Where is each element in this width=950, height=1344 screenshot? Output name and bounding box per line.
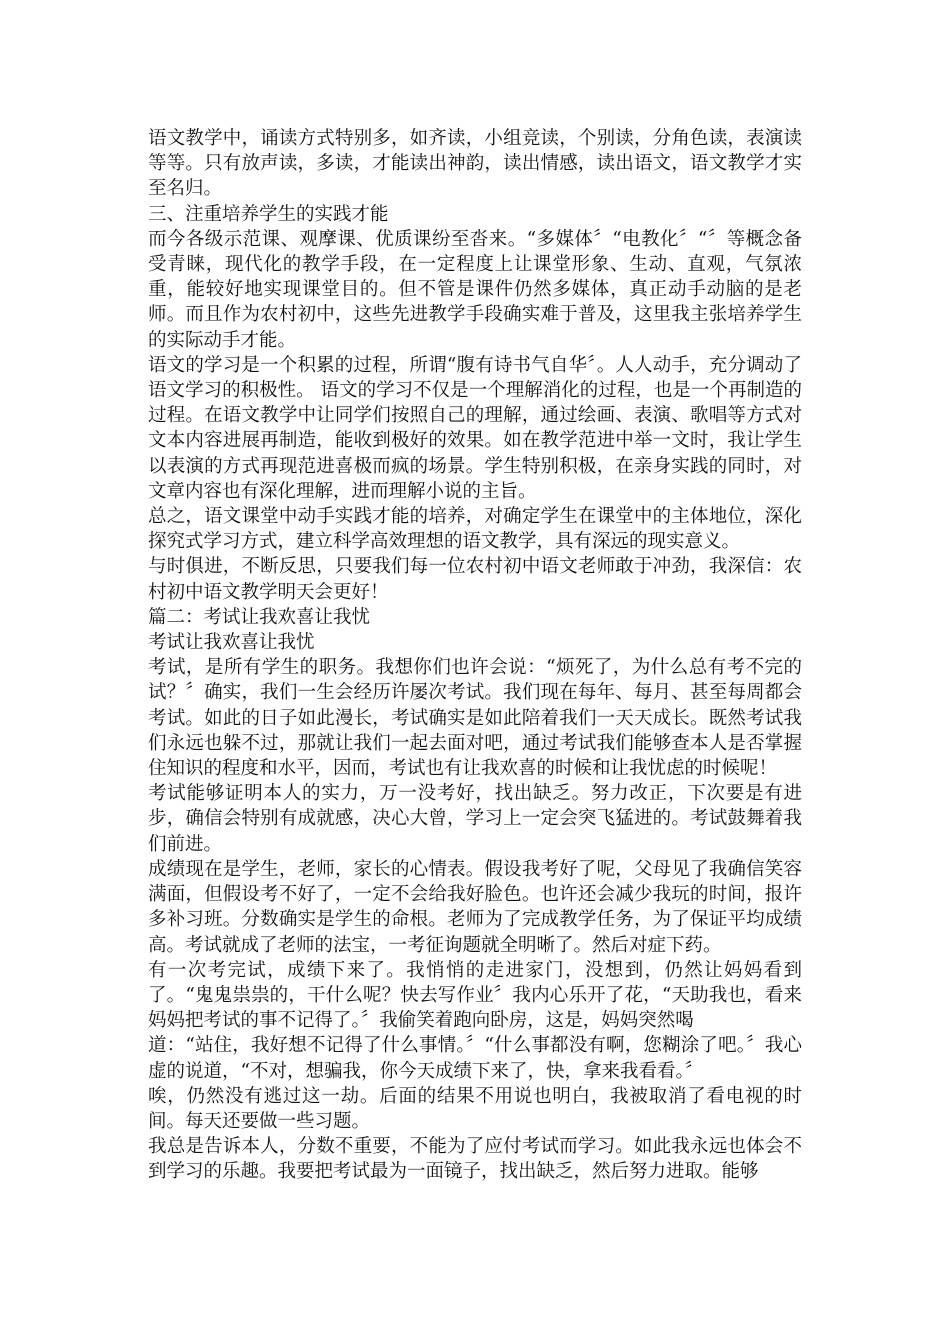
document-body <box>148 126 802 1185</box>
paragraph-exam-proves-ability: 考试能够证明本人的实力，万一没考好，找出缺乏。努力改正，下次要是有进步，确信会特别有成就感，决心大曾，学习上一定会突飞猛进的。考试鼓舞着我们前进。 <box>148 783 802 855</box>
paragraph-story: 有一次考完试，成绩下来了。我悄悄的走进家门，没想到，仍然让妈妈看到了。“鬼鬼祟祟的，干什么呢？快去写作业〞我内心乐开了花，“天助我也，看来妈妈把考试的事不记得了。〞我偷笑着跑向卧房，这是，妈妈突然喝 道：“站住，我好想不记得了什么事情。〞“什么事都没有啊，您糊涂了吧。〞我心虚的说道，“不对，想骗我，你今天成绩下来了，快，拿来我看看。〞 <box>148 959 802 1082</box>
paragraph-summary: 总之，语文课堂中动手实践才能的培养，对确定学生在课堂中的主体地位，深化探究式学习方式，建立科学高效理想的语文教学，具有深远的现实意义。 <box>148 506 802 553</box>
article-title: 考试让我欢喜让我忧 <box>148 632 315 654</box>
paragraph-accumulation: 语文的学习是一个积累的过程，所谓“腹有诗书气自华〞。人人动手，充分调动了语文学习的积极性。 语文的学习不仅是一个理解消化的过程，也是一个再制造的过程。在语文教学中让同学们按照自己的理解，通过绘画、表演、歌唱等方式对文本内容进展再制造，能收到极好的效果。如在教学范进中举一文时，我让学生以表演的方式再现范进喜极而疯的场景。学生特别积极，在亲身实践的同时，对文章内容也有深化理解，进而理解小说的主旨。 <box>148 354 802 502</box>
paragraph-multimedia: 而今各级示范课、观摩课、优质课纷至沓来。“多媒体〞“电教化〞“〞等概念备受青睐，现代化的教学手段，在一定程度上让课堂形象、生动、直观，气氛浓重，能较好地实现课堂目的。但不管是课件仍然多媒体，真正动手动脑的是老师。而且作为农村初中，这些先进教学手段确实难于普及，这里我主张培养学生的实际动手才能。 <box>148 228 802 351</box>
article-heading: 篇二：考试让我欢喜让我忧 <box>148 606 371 628</box>
section-heading-practice-ability: 三、注重培养学生的实践才能 <box>148 203 389 225</box>
paragraph-keep-pace: 与时俱进，不断反思，只要我们每一位农村初中语文老师敢于冲劲，我深信：农村初中语文教学明天会更好！ <box>148 556 802 603</box>
paragraph-no-escape: 唉，仍然没有逃过这一劫。后面的结果不用说也明白，我被取消了看电视的时间。每天还要做一些习题。 <box>148 1085 802 1132</box>
paragraph-exam-duty: 考试，是所有学生的职务。我想你们也许会说：“烦死了，为什么总有考不完的试？〞确实，我们一生会经历许屡次考试。我们现在每年、每月、甚至每周都会考试。如此的日子如此漫长，考试确实是如此陪着我们一天天成长。既然考试我们永远也躲不过，那就让我们一起去面对吧，通过考试我们能够查本人是否掌握住知识的程度和水平，因而，考试也有让我欢喜的时候和让我忧虑的时候呢！ <box>148 657 802 780</box>
paragraph-reading-methods: 语文教学中，诵读方式特别多，如齐读，小组竞读，个别读，分角色读，表演读等等。只有放声读，多读，才能读出神韵，读出情感，读出语文，语文教学才实至名归。 <box>148 128 802 200</box>
paragraph-grades-mood: 成绩现在是学生，老师，家长的心情表。假设我考好了呢，父母见了我确信笑容满面，但假设考不好了，一定不会给我好脸色。也许还会减少我玩的时间，报许多补习班。分数确实是学生的命根。老师为了完成教学任务，为了保证平均成绩高。考试就成了老师的法宝，一考征询题就全明晰了。然后对症下药。 <box>148 858 802 956</box>
paragraph-score-mirror: 我总是告诉本人，分数不重要，不能为了应付考试而学习。如此我永远也体会不到学习的乐趣。我要把考试最为一面镜子，找出缺乏，然后努力进取。能够 <box>148 1136 802 1183</box>
